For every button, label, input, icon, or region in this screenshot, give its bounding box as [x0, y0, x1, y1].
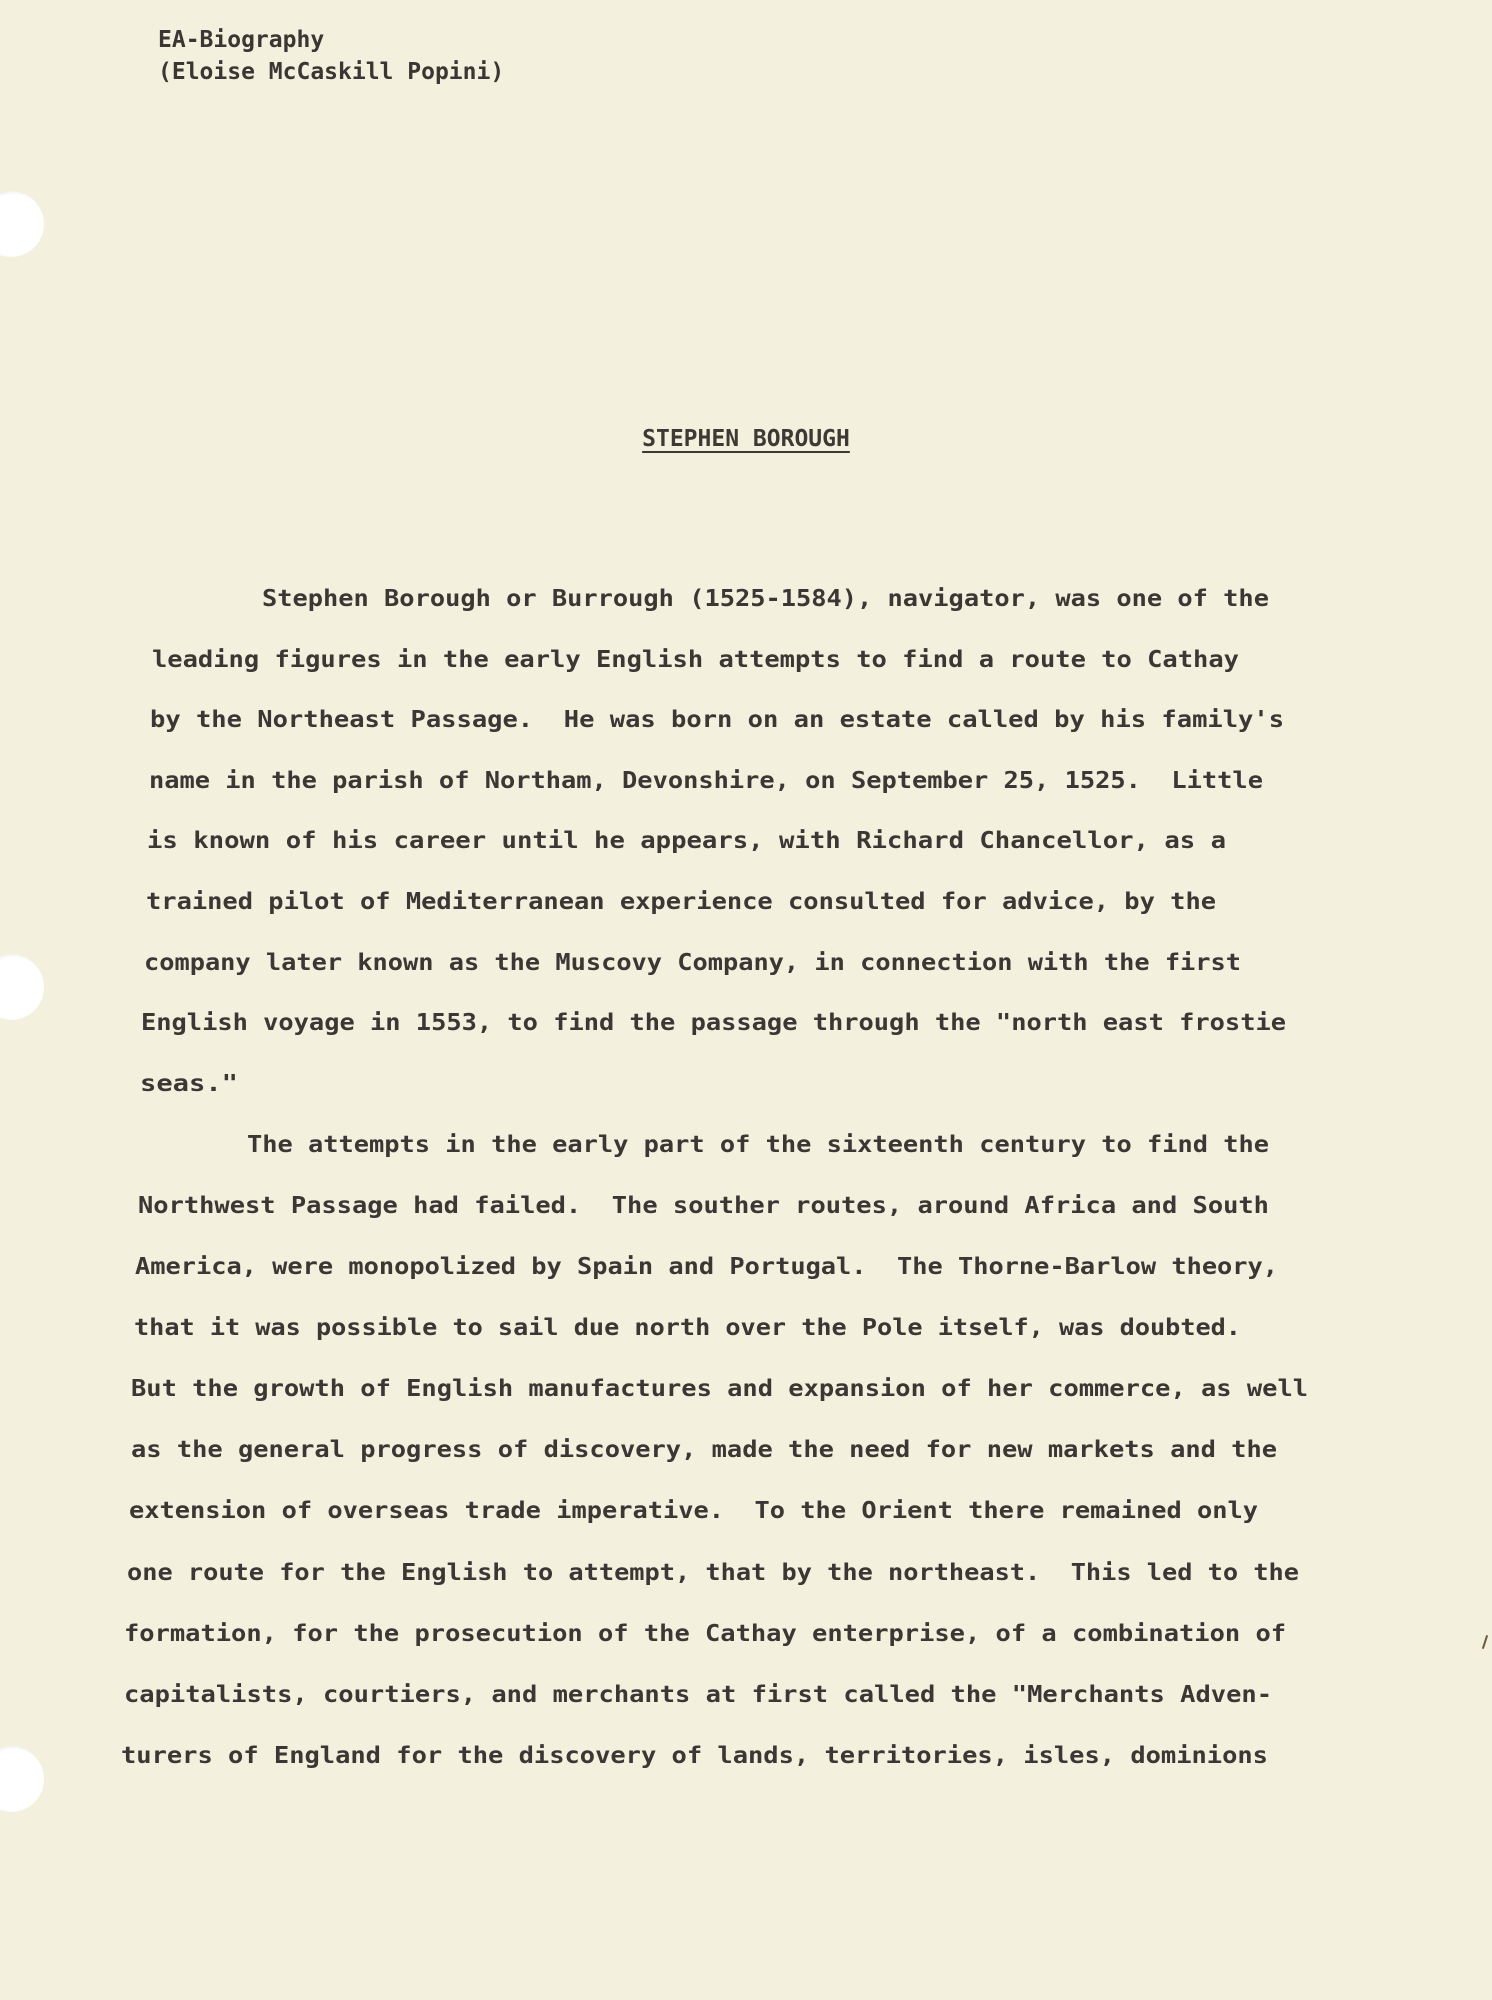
document-title [0, 426, 1492, 452]
text-line: is known of his career until he appears, with Richard Chancellor, as a [147, 828, 1227, 854]
text-line: by the Northeast Passage. He was born on an estate called by his family's [150, 707, 1285, 733]
text-line: extension of overseas trade imperative. To the Orient there remained only [129, 1498, 1259, 1524]
text-line: America, were monopolized by Spain and Portugal. The Thorne-Barlow theory, [135, 1254, 1279, 1280]
document-header [158, 24, 504, 88]
text-line: English voyage in 1553, to find the passage through the "north east frostie [141, 1010, 1286, 1036]
text-line: formation, for the prosecution of the Cathay enterprise, of a combination of [124, 1621, 1287, 1647]
text-line: leading figures in the early English attempts to find a route to Cathay [152, 647, 1239, 673]
text-line: one route for the English to attempt, that by the northeast. This led to the [127, 1560, 1300, 1586]
punch-hole [0, 1746, 44, 1812]
punch-hole [0, 954, 44, 1020]
text-line: But the growth of English manufactures and expansion of her commerce, as well [131, 1376, 1309, 1402]
header-category: EA-Biography [158, 27, 325, 53]
text-line: that it was possible to sail due north over the Pole itself, was doubted. [134, 1315, 1241, 1341]
punch-hole [0, 191, 44, 257]
text-line: as the general progress of discovery, made the need for new markets and the [131, 1437, 1278, 1463]
text-line: trained pilot of Mediterranean experience consulted for advice, by the [146, 889, 1217, 915]
text-line: company later known as the Muscovy Company, in connection with the first [144, 950, 1241, 976]
text-line: seas." [140, 1071, 239, 1097]
text-line: Northwest Passage had failed. The souther routes, around Africa and South [138, 1193, 1269, 1219]
text-line: name in the parish of Northam, Devonshire, on September 25, 1525. Little [149, 768, 1263, 794]
paper-edge-mark [1482, 1635, 1488, 1649]
text-line: Stephen Borough or Burrough (1525-1584), navigator, was one of the [262, 586, 1269, 612]
text-line: capitalists, courtiers, and merchants at first called the "Merchants Adven- [124, 1682, 1273, 1708]
header-author: (Eloise McCaskill Popini) [158, 59, 505, 85]
document-title-text: STEPHEN BOROUGH [642, 426, 850, 452]
text-line: turers of England for the discovery of lands, territories, isles, dominions [121, 1743, 1268, 1769]
text-line: The attempts in the early part of the sixteenth century to find the [247, 1132, 1270, 1158]
